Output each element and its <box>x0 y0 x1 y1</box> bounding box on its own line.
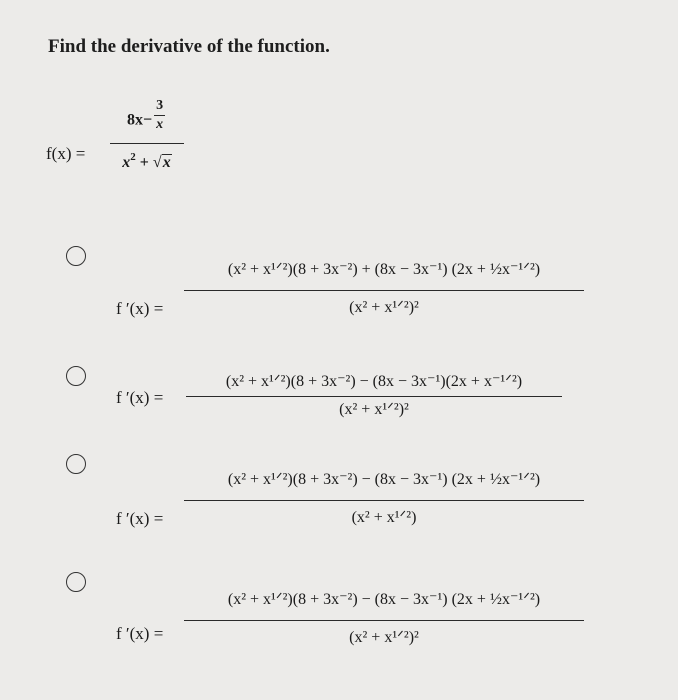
inner-fraction-bar <box>154 115 165 116</box>
option-1-numerator: (x² + x¹ᐟ²)(8 + 3x⁻²) + (8x − 3x⁻¹) (2x + ½x⁻¹ᐟ²) <box>227 261 541 278</box>
option-1-lhs: f ′(x) = <box>116 299 164 318</box>
option-4-fraction <box>184 592 584 646</box>
option-3-lhs: f ′(x) = <box>116 509 164 528</box>
function-denominator <box>122 151 171 172</box>
option-4-lhs: f ′(x) = <box>116 624 164 643</box>
inner-denominator: x <box>156 117 164 133</box>
option-2-numerator: (x² + x¹ᐟ²)(8 + 3x⁻²) − (8x − 3x⁻¹)(2x + x⁻¹ᐟ²) <box>225 373 523 390</box>
option-2-radio[interactable] <box>66 366 86 386</box>
option-3-fraction-bar <box>184 500 584 501</box>
option-1-fraction <box>184 262 584 316</box>
den-x: x <box>122 154 131 172</box>
den-exponent: 2 <box>130 151 136 164</box>
option-2-denominator: (x² + x¹ᐟ²)² <box>339 401 409 419</box>
function-numerator <box>126 98 167 137</box>
option-4-denominator: (x² + x¹ᐟ²)² <box>349 629 419 647</box>
function-lhs: f(x) = <box>46 144 86 163</box>
function-inner-fraction <box>154 99 165 132</box>
option-1-denominator: (x² + x¹ᐟ²)² <box>349 299 419 317</box>
option-2-lhs: f ′(x) = <box>116 388 164 407</box>
question-heading: Find the derivative of the function. <box>48 36 330 57</box>
option-3-radio[interactable] <box>66 454 86 474</box>
option-1-fraction-bar <box>184 290 584 291</box>
option-3-numerator: (x² + x¹ᐟ²)(8 + 3x⁻²) − (8x − 3x⁻¹) (2x + ½x⁻¹ᐟ²) <box>227 471 541 488</box>
inner-numerator: 3 <box>156 98 164 113</box>
den-plus: + <box>135 154 153 172</box>
function-fraction <box>110 98 184 172</box>
option-2-fraction-bar <box>186 396 562 397</box>
option-4-numerator: (x² + x¹ᐟ²)(8 + 3x⁻²) − (8x − 3x⁻¹) (2x + ½x⁻¹ᐟ²) <box>227 591 541 608</box>
option-2-fraction <box>186 374 562 418</box>
option-4-fraction-bar <box>184 620 584 621</box>
option-3-denominator: (x² + x¹ᐟ²) <box>351 509 417 527</box>
function-numerator-part1: 8x− <box>126 111 153 129</box>
option-1-radio[interactable] <box>66 246 86 266</box>
sqrt-icon: √ x <box>152 154 171 172</box>
option-4-radio[interactable] <box>66 572 86 592</box>
option-3-fraction <box>184 472 584 526</box>
function-fraction-bar <box>110 143 184 144</box>
sqrt-arg: x <box>162 154 171 172</box>
